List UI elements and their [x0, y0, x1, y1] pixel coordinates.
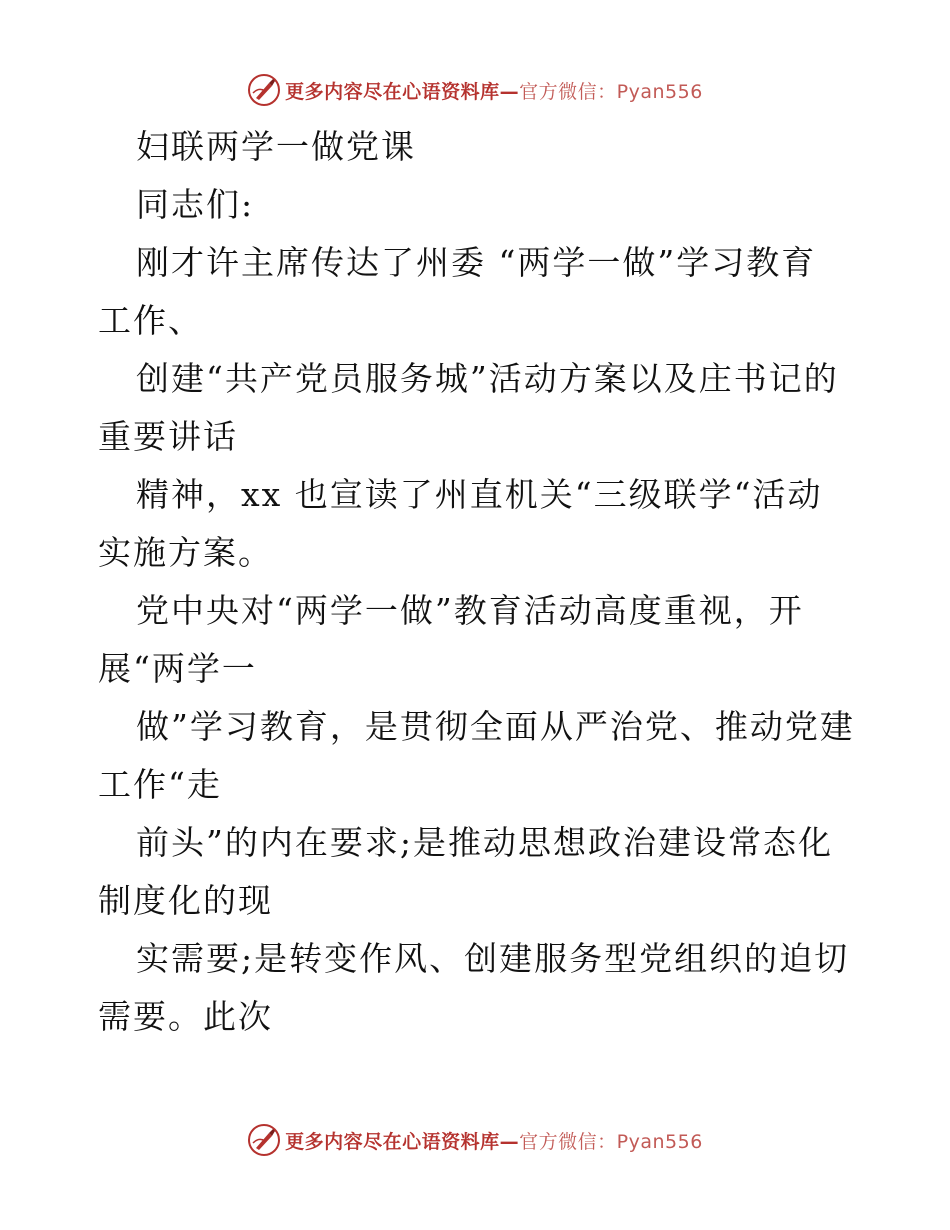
- banner-site-text: 更多内容尽在心语资料库—: [285, 80, 520, 103]
- footer-banner-content: [247, 1123, 703, 1157]
- document-body: [98, 118, 878, 1046]
- fountain-pen-logo-icon: [247, 1123, 281, 1157]
- document-line: 前头”的内在要求;是推动思想政治建设常态化: [136, 823, 833, 862]
- document-line: 刚才许主席传达了州委 “两学一做”学习教育: [136, 243, 817, 282]
- document-line: 创建“共产党员服务城”活动方案以及庄书记的: [136, 359, 839, 398]
- document-line: 同志们:: [136, 185, 255, 224]
- document-line: 展“两学一: [98, 649, 257, 688]
- document-line: 实施方案。: [98, 533, 273, 572]
- document-line: 党中央对“两学一做”教育活动高度重视，开: [136, 591, 804, 630]
- document-line: 实需要;是转变作风、创建服务型党组织的迫切: [136, 939, 850, 978]
- document-line: 妇联两学一做党课: [136, 127, 416, 166]
- header-watermark-banner: [0, 70, 950, 110]
- banner-wechat-text: 官方微信：Pyan556: [519, 1130, 703, 1153]
- document-line: 做”学习教育，是贯彻全面从严治党、推动党建: [136, 707, 855, 746]
- fountain-pen-logo-icon: [247, 73, 281, 107]
- document-line: 工作、: [98, 301, 203, 340]
- document-line: 制度化的现: [98, 881, 273, 920]
- document-line: 需要。此次: [98, 997, 273, 1036]
- banner-wechat-text: 官方微信：Pyan556: [519, 80, 703, 103]
- document-line: 重要讲话: [98, 417, 238, 456]
- banner-site-text: 更多内容尽在心语资料库—: [285, 1130, 520, 1153]
- document-line: 精神，xx 也宣读了州直机关“三级联学“活动: [136, 475, 823, 514]
- footer-watermark-banner: [0, 1120, 950, 1160]
- header-banner-content: [247, 73, 703, 107]
- document-line: 工作“走: [98, 765, 222, 804]
